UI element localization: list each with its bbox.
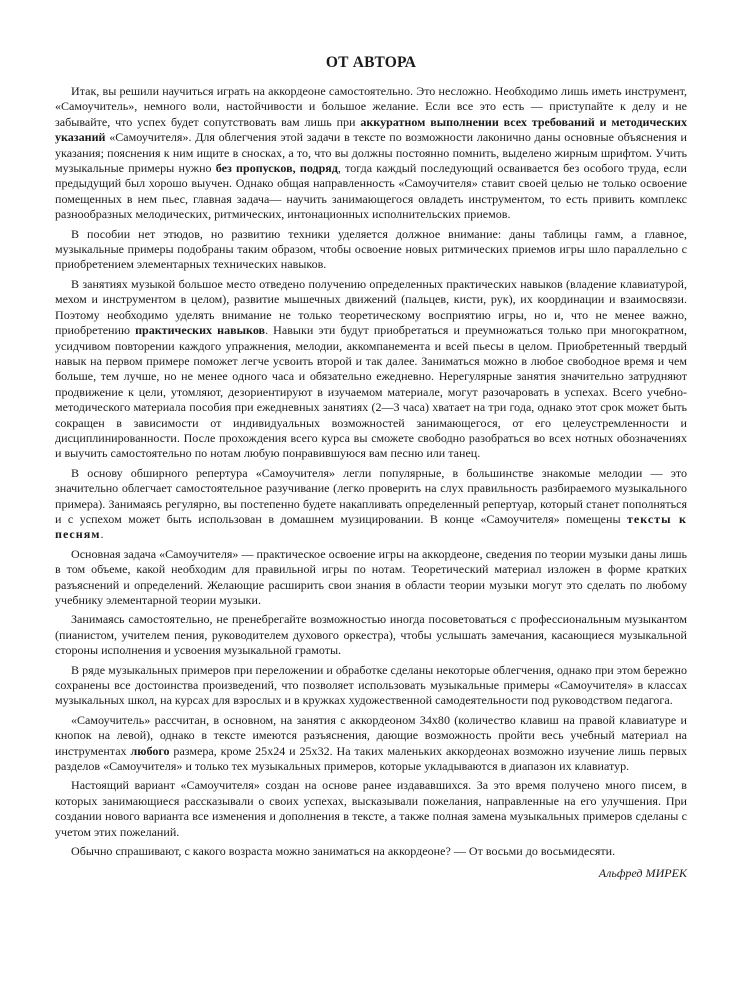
bold-text: тексты к песням bbox=[55, 511, 687, 542]
page-title: ОТ АВТОРА bbox=[325, 54, 417, 71]
text-run: Занимаясь самостоятельно, не пренебрегайте возможностью иногда посоветоваться с профессиональным музыкантом (пианистом, учителем пения, руководителем духового оркестра), чтобы услышать замечания, касающиеся музыкальной стороны исполнения и усвоения музыкальной грамоты. bbox=[55, 612, 687, 658]
bold-text: любого bbox=[130, 743, 170, 758]
text-run: В пособии нет этюдов, но развитию техники уделяется должное внимание: даны таблицы гамм, а главное, музыкальные примеры подобраны таким образом, чтобы освоение новых ритмических приемов игры шло параллельно с приобретением элементарных технических навыков. bbox=[55, 226, 687, 272]
paragraph bbox=[55, 612, 687, 658]
text-run: размера, кроме 25х24 и 25х32. На таких маленьких аккордеонах возможно изучение лишь первых разделов «Самоучителя» и только тех музыкальных примеров, которые укладываются в диапазон их клавиатур. bbox=[55, 743, 688, 774]
paragraph bbox=[55, 277, 687, 462]
bold-text: аккуратном выполнении всех требований и методических указаний bbox=[55, 114, 687, 145]
text-run: Обычно спрашивают, с какого возраста можно заниматься на аккордеоне? — От восьми до восьмидесяти. bbox=[71, 844, 616, 859]
paragraph bbox=[55, 713, 687, 775]
paragraph bbox=[55, 778, 687, 840]
text-run: «Самоучителя». Для облегчения этой задачи в тексте по возможности лаконично даны основные объяснения и указания; пояснения к ним ищите в сносках, а то, что вы должны постоянно помнить, выделено жирным шрифтом. Учить музыкальные примеры нужно bbox=[55, 130, 687, 176]
paragraph bbox=[55, 227, 687, 273]
text-run: Итак, вы решили научиться играть на аккордеоне самостоятельно. Это несложно. Необходимо лишь иметь инструмент, «Самоучитель», немного воли, настойчивости и большое желание. Если все это есть — приступайте к делу и не забывайте, что успех будет сопутствовать вам лишь при bbox=[55, 84, 687, 129]
paragraph bbox=[55, 844, 687, 859]
paragraph bbox=[55, 663, 687, 709]
text-run: «Самоучитель» рассчитан, в основном, на занятия с аккордеоном 34х80 (количество клавиш на правой клавиатуре и кнопок на левой), однако в тексте имеются разъяснения, дающие возможность пройти весь учебный материал на инструментах bbox=[55, 712, 687, 758]
text-run: В основу обширного репертура «Самоучителя» легли популярные, в большинстве знакомые мелодии — это значительно облегчает самостоятельное разучивание (легко проверить на слух правильность разбираемого музыкального примера). Занимаясь регулярно, вы постепенно будете накапливать определенный репертуар, который станет пополняться и с успехом может быть использован в домашнем музицировании. В конце «Самоучителя» помещены bbox=[55, 465, 687, 526]
text-run: В ряде музыкальных примеров при переложении и обработке сделаны некоторые облегчения, однако при этом бережно сохранены все достоинства произведений, что позволяет использовать музыкальные примеры «Самоучителя» в классах музыкальных школ, на курсах для взрослых и в кружках художественной самодеятельности под руководством педагога. bbox=[55, 662, 687, 708]
paragraph bbox=[55, 547, 687, 609]
body-text bbox=[55, 84, 687, 860]
text-run: . bbox=[100, 527, 104, 542]
author-signature: Альфред МИРЕК bbox=[598, 865, 687, 880]
paragraph bbox=[55, 84, 687, 223]
paragraph bbox=[55, 466, 687, 543]
text-run: . Навыки эти будут приобретаться и преумножаться только при многократном, усидчивом повторении каждого упражнения, мелодии, аккомпанемента и всей пьесы в целом. Приобретенный твердый навык на первом примере поможет легче усвоить второй и так далее. Заниматься можно в любое свободное время и чем больше, тем лучше, но не менее одного часа и обязательно ежедневно. Нерегулярные занятия значительно затрудняют продвижение к цели, утомляют, дезориентируют в изучаемом материале, могут разочаровать в успехах. Всего учебно-методического материала пособия при ежедневных занятиях (2—3 часа) хватает на три года, однако этот срок может быть сокращен в зависимости от индивидуальных возможностей занимающегося, от его целеустремленности и дисциплинированности. После прохождения всего курса вы сможете свободно разобраться во всех нотных обозначениях и выучить самостоятельно по нотам любую понравившуюся вам песню или танец. bbox=[55, 323, 687, 461]
text-run: Основная задача «Самоучителя» — практическое освоение игры на аккордеоне, сведения по теории музыки даны лишь в том объеме, какой необходим для правильной игры по нотам. Теоретический материал изложен в форме кратких разъяснений и определений. Желающие расширить свои знания в области теории музыки могут это сделать по любому учебнику элементарной теории музыки. bbox=[55, 546, 687, 607]
bold-text: практических навыков bbox=[135, 323, 266, 338]
text-run: В занятиях музыкой большое место отведено получению определенных практических навыков (владение клавиатурой, мехом и инструментом в целом), развитие мышечных движений (пальцев, кисти, рук), их координации и взаимосвязи. Поэтому необходимо уделять внимание не только теоретическому восприятию игры, но и, что не менее важно, приобретению bbox=[55, 276, 687, 338]
text-run: , тогда каждый последующий осваивается без особого труда, если предыдущий был хорошо выучен. Однако общая направленность «Самоучителя» ставит своей целью не только освоение помещенных в нем пьес, главная задача— научить занимающегося овладеть инструментом, то есть привить комплекс разнообразных мелодических, ритмических, интонационных исполнительских приемов. bbox=[55, 161, 687, 222]
text-run: Настоящий вариант «Самоучителя» создан на основе ранее издававшихся. За это время получено много писем, в которых занимающиеся рассказывали о своих успехах, высказывали пожелания, направленные на его улучшения. При создании нового варианта все изменения и дополнения в тексте, а также полная замена музыкальных примеров сделаны с учетом этих пожеланий. bbox=[55, 778, 687, 839]
bold-text: без пропусков, подряд bbox=[215, 161, 338, 176]
